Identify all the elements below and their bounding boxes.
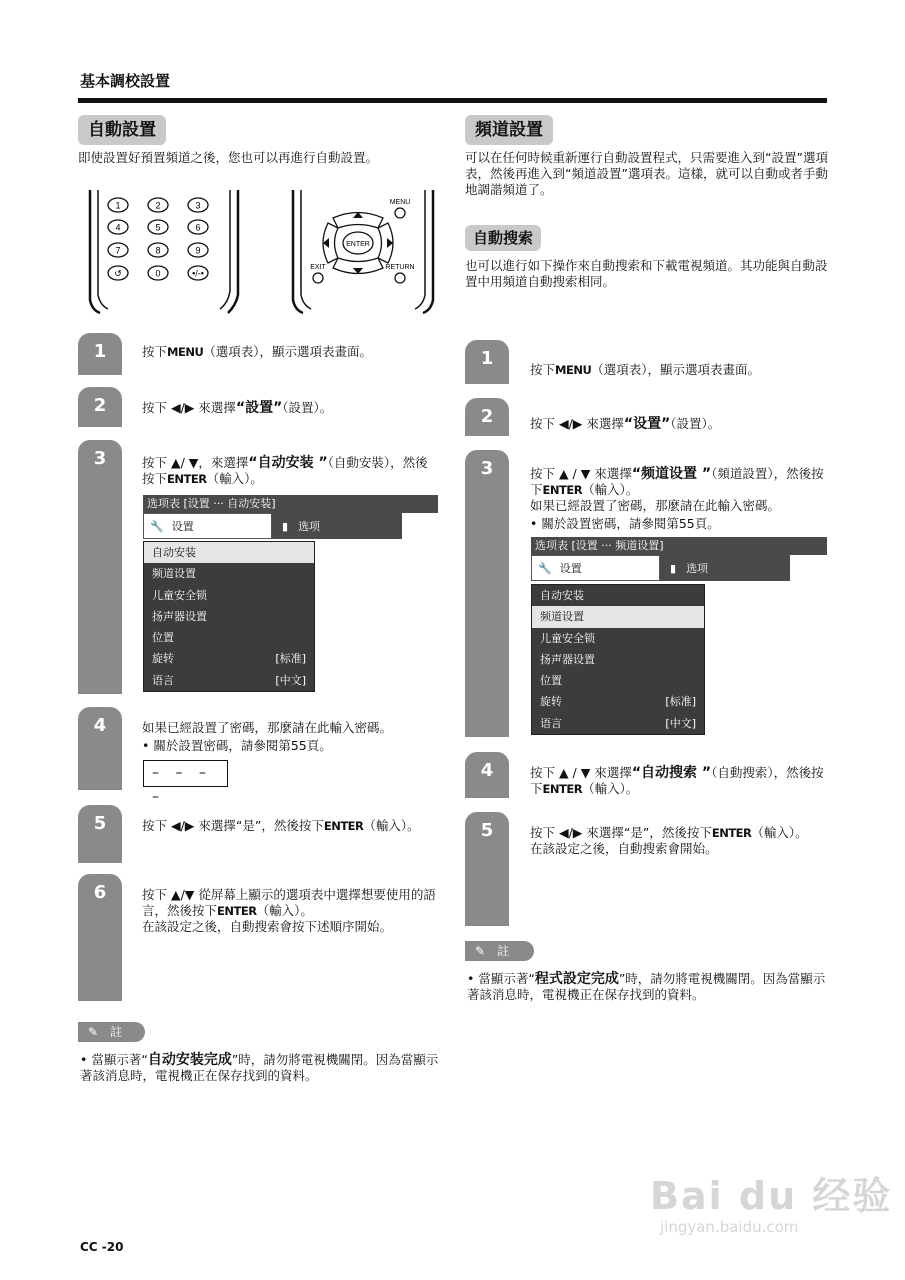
- page-header-title: 基本調校設置: [80, 72, 171, 90]
- menu-item[interactable]: [144, 627, 314, 648]
- section-title-channel-setup: 頻道設置: [465, 115, 553, 145]
- options-icon: ▮: [670, 561, 677, 575]
- note-tag-left: ✎ 註: [78, 1022, 145, 1042]
- menu-item[interactable]: [532, 649, 704, 670]
- settings-icon: 🔧: [538, 561, 552, 575]
- menu-item[interactable]: [532, 713, 704, 734]
- step-2-text: 按下 ◀/▶ 來選擇“設置”（設置）。: [142, 400, 333, 416]
- number-key-label: 8: [155, 245, 161, 256]
- menu-item-value: [中文]: [275, 673, 306, 687]
- right-step-4-bar: 4: [465, 752, 509, 798]
- paperclip-icon: ✎: [88, 1025, 99, 1039]
- exit-button[interactable]: [313, 273, 323, 283]
- note-text-left: • 當顯示著“自动安装完成”時，請勿將電視機關閉。因為當顯示著該消息時，電視機正在保存找到的資料。: [80, 1052, 439, 1083]
- right-step-2-text: 按下 ◀/▶ 來選擇“设置”（設置）。: [530, 416, 721, 432]
- menu-item-value: [中文]: [665, 716, 696, 730]
- menu-item-label: 自动安装: [152, 546, 196, 559]
- step-5-text: 按下 ◀/▶ 來選擇“是”，然後按下ENTER（輸入）。: [142, 818, 420, 833]
- menu-item-label: 位置: [540, 674, 562, 688]
- step-4-bullet: • 關於設置密碼，請參閱第55頁。: [142, 738, 332, 753]
- menu-button[interactable]: [395, 208, 405, 218]
- right-step-5-text: 按下 ◀/▶ 來選擇“是”，然後按下ENTER（輸入）。 在該設定之後，自動搜索會開始。: [530, 825, 808, 856]
- menu-item-label: 语言: [152, 673, 174, 687]
- remote-illustration: [78, 185, 438, 315]
- number-key-label: ↺: [114, 268, 122, 279]
- menu-item[interactable]: [144, 585, 314, 606]
- number-key-label: 7: [115, 245, 121, 256]
- menu-item-value: [标准]: [665, 695, 696, 709]
- step-1-text: 按下MENU（選項表），顯示選項表畫面。: [142, 344, 373, 359]
- menu-item[interactable]: [532, 628, 704, 649]
- menu-item[interactable]: [532, 585, 704, 606]
- paperclip-icon: ✎: [475, 944, 486, 958]
- menu-item-label: 旋转: [540, 695, 562, 709]
- menu-item-label: 频道设置: [152, 567, 196, 581]
- menu-item-label: 儿童安全锁: [540, 631, 595, 645]
- step-2-bar: 2: [78, 387, 122, 427]
- menu-item-label: 扬声器设置: [152, 609, 207, 623]
- menu-panel-left: [143, 495, 438, 539]
- menu-item[interactable]: [144, 670, 314, 691]
- tab-settings[interactable]: 🔧 设置: [531, 555, 660, 581]
- watermark-logo: Bai du 经验: [650, 1174, 893, 1218]
- enter-button-label: ENTER: [346, 241, 370, 248]
- section-intro-right: 可以在任何時候重新運行自動設置程式，只需要進入到“設置”選項表，然後再進入到“頻道設置”選項表。這樣，就可以自動或者手動地調諧頻道了。: [465, 150, 828, 197]
- number-key-label: 0: [155, 268, 161, 279]
- options-icon: ▮: [282, 519, 289, 533]
- menu-item[interactable]: [532, 606, 704, 627]
- watermark-url: jingyan.baidu.com: [660, 1218, 799, 1236]
- menu-header: 选项表 [设置 ··· 自动安装]: [143, 495, 438, 513]
- menu-item-value: [标准]: [275, 652, 306, 666]
- menu-item[interactable]: [144, 606, 314, 627]
- menu-list-left: [143, 541, 315, 692]
- right-step-3-bullet: • 關於設置密碼，請參閱第55頁。: [530, 516, 720, 531]
- step-6-text: 按下 ▲/▼ 從屏幕上顯示的選項表中選擇想要使用的語言，然後按下ENTER（輸入）。 在該設定之後，自動搜索會按下述順序開始。: [142, 887, 436, 934]
- menu-item-label: 语言: [540, 716, 562, 730]
- menu-item-label: 频道设置: [540, 610, 584, 624]
- tab-options[interactable]: ▮ 选项: [660, 555, 790, 581]
- return-button[interactable]: [395, 273, 405, 283]
- step-3-bar: 3: [78, 440, 122, 694]
- menu-header: 选项表 [设置 ··· 频道设置]: [531, 537, 827, 555]
- number-key-label: 9: [195, 245, 201, 256]
- password-field[interactable]: – – – –: [143, 760, 228, 787]
- section-intro: 即使設置好預置頻道之後，您也可以再進行自動設置。: [78, 150, 379, 165]
- note-text-right: • 當顯示著“程式設定完成”時，請勿將電視機關閉。因為當顯示著該消息時，電視機正在保存找到的資料。: [467, 971, 826, 1002]
- header-rule: [78, 98, 827, 103]
- number-key-label: •/-•: [192, 268, 204, 279]
- number-key-label: 2: [155, 200, 161, 211]
- subsection-intro: 也可以進行如下操作來自動搜索和下載電視頻道。其功能與自動設置中用頻道自動搜索相同。: [465, 258, 828, 289]
- step-6-bar: 6: [78, 874, 122, 1001]
- menu-item[interactable]: [144, 648, 314, 669]
- menu-item-label: 儿童安全锁: [152, 588, 207, 602]
- right-step-5-bar: 5: [465, 812, 509, 926]
- number-key-label: 4: [115, 222, 121, 233]
- menu-item-label: 位置: [152, 631, 174, 645]
- step-1-bar: 1: [78, 333, 122, 375]
- note-tag-right: ✎ 註: [465, 941, 534, 961]
- menu-item[interactable]: [144, 563, 314, 584]
- menu-panel-right: [531, 537, 827, 581]
- menu-item[interactable]: [532, 670, 704, 691]
- number-key-label: 5: [155, 222, 161, 233]
- page-number: CC -20: [80, 1240, 124, 1254]
- right-step-3-bar: 3: [465, 450, 509, 737]
- tab-options[interactable]: ▮ 选项: [272, 513, 402, 539]
- menu-item-label: 扬声器设置: [540, 652, 595, 666]
- right-step-1-bar: 1: [465, 340, 509, 384]
- number-key-label: 6: [195, 222, 201, 233]
- exit-button-label: EXIT: [310, 264, 326, 271]
- menu-item[interactable]: [532, 691, 704, 712]
- right-step-4-text: 按下 ▲ / ▼ 來選擇“自动搜索 ”（自動搜索），然後按下ENTER（輸入）。: [530, 765, 824, 796]
- menu-item-label: 旋转: [152, 652, 174, 666]
- right-step-3-text: 按下 ▲ / ▼ 來選擇“频道设置 ”（頻道設置），然後按下ENTER（輸入）。 如果已經設置了密碼，那麼請在此輸入密碼。: [530, 466, 824, 513]
- step-5-bar: 5: [78, 805, 122, 863]
- step-4-text: 如果已經設置了密碼，那麼請在此輸入密碼。: [142, 720, 393, 735]
- menu-button-label: MENU: [389, 199, 411, 206]
- menu-list-right: [531, 584, 705, 735]
- step-3-text: 按下 ▲/ ▼，來選擇“自动安装 ”（自動安裝），然後按下ENTER（輸入）。: [142, 455, 428, 486]
- right-step-2-bar: 2: [465, 398, 509, 436]
- settings-icon: 🔧: [150, 519, 164, 533]
- subsection-title-auto-search: 自動搜索: [465, 225, 541, 251]
- return-button-label: RETURN: [385, 264, 415, 271]
- menu-item-label: 自动安装: [540, 589, 584, 602]
- section-title-auto-setup: 自動設置: [78, 115, 166, 145]
- tab-settings[interactable]: 🔧 设置: [143, 513, 272, 539]
- number-key-label: 3: [195, 200, 201, 211]
- number-key-label: 1: [115, 200, 121, 211]
- right-step-1-text: 按下MENU（選項表），顯示選項表畫面。: [530, 362, 761, 377]
- step-4-bar: 4: [78, 707, 122, 790]
- menu-item[interactable]: [144, 542, 314, 563]
